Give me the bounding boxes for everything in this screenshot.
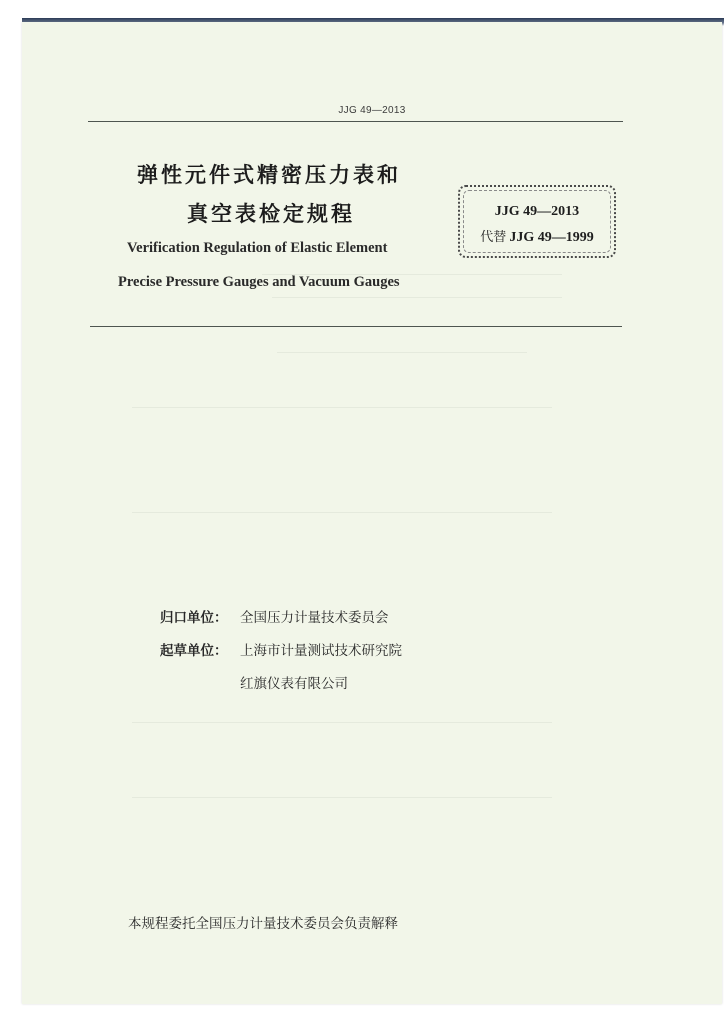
standard-number-box xyxy=(458,185,616,258)
drafting-unit-value-2: 红旗仪表有限公司 xyxy=(240,676,348,692)
drafting-unit-label: 起草单位： xyxy=(160,643,228,659)
title-chinese-line-2: 真空表检定规程 xyxy=(187,202,355,226)
standard-code: JJG 49—2013 xyxy=(494,204,580,219)
bleed-through-line xyxy=(277,352,527,353)
drafting-unit-value-1: 上海市计量测试技术研究院 xyxy=(240,643,402,659)
title-block-rule xyxy=(90,326,622,327)
replaces-label: 代替 xyxy=(480,230,507,245)
replaced-standard-code: JJG 49—1999 xyxy=(509,230,594,245)
header-rule xyxy=(88,121,623,122)
title-english-line-2: Precise Pressure Gauges and Vacuum Gauges xyxy=(118,274,400,290)
document-page xyxy=(22,22,722,1004)
bleed-through-line xyxy=(132,512,552,513)
interpretation-note: 本规程委托全国压力计量技术委员会负责解释 xyxy=(128,916,398,932)
replaces-line xyxy=(460,226,614,246)
bleed-through-line xyxy=(272,297,562,298)
bleed-through-line xyxy=(132,722,552,723)
responsible-unit-value: 全国压力计量技术委员会 xyxy=(240,610,389,626)
header-standard-code: JJG 49—2013 xyxy=(338,105,406,116)
bleed-through-line xyxy=(132,407,552,408)
title-chinese-line-1: 弹性元件式精密压力表和 xyxy=(137,163,401,187)
title-english-line-1: Verification Regulation of Elastic Element xyxy=(127,240,388,256)
bleed-through-line xyxy=(132,797,552,798)
responsible-unit-label: 归口单位： xyxy=(160,610,228,626)
